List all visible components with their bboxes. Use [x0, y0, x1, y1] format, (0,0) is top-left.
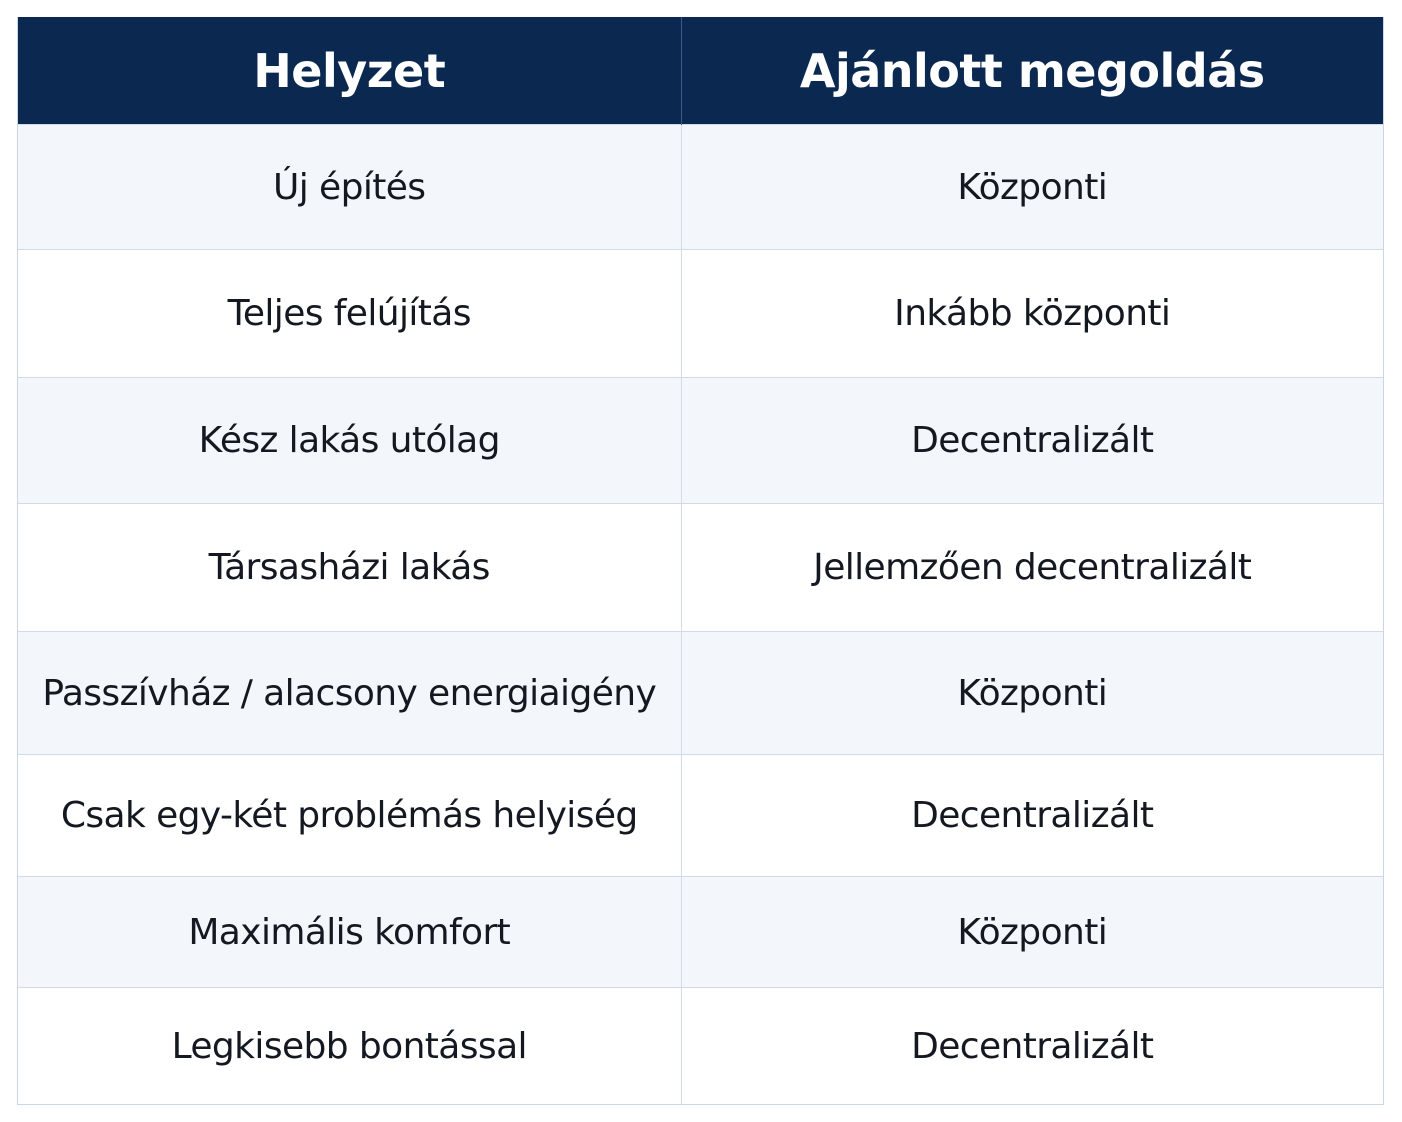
cell-solution: Központi: [681, 632, 1383, 755]
table-row: [18, 988, 1383, 1105]
table-body: [18, 125, 1383, 1105]
cell-situation: Csak egy-két problémás helyiség: [18, 755, 681, 877]
header-situation: Helyzet: [18, 17, 681, 125]
cell-solution: Decentralizált: [681, 755, 1383, 877]
table-row: [18, 125, 1383, 250]
table-row: [18, 250, 1383, 378]
cell-solution: Decentralizált: [681, 988, 1383, 1105]
table-row: [18, 504, 1383, 632]
cell-situation: Kész lakás utólag: [18, 378, 681, 504]
cell-solution: Központi: [681, 877, 1383, 988]
cell-situation: Új építés: [18, 125, 681, 250]
table-row: [18, 755, 1383, 877]
cell-solution: Központi: [681, 125, 1383, 250]
table: [18, 17, 1383, 1104]
table-row: [18, 378, 1383, 504]
cell-situation: Teljes felújítás: [18, 250, 681, 378]
recommendation-table: [17, 17, 1384, 1105]
cell-solution: Decentralizált: [681, 378, 1383, 504]
cell-situation: Passzívház / alacsony energiaigény: [18, 632, 681, 755]
cell-situation: Maximális komfort: [18, 877, 681, 988]
cell-solution: Inkább központi: [681, 250, 1383, 378]
table-header: [18, 17, 1383, 125]
table-row: [18, 632, 1383, 755]
cell-situation: Társasházi lakás: [18, 504, 681, 632]
cell-situation: Legkisebb bontással: [18, 988, 681, 1105]
header-row: [18, 17, 1383, 125]
cell-solution: Jellemzően decentralizált: [681, 504, 1383, 632]
header-recommended-solution: Ajánlott megoldás: [681, 17, 1383, 125]
table-row: [18, 877, 1383, 988]
